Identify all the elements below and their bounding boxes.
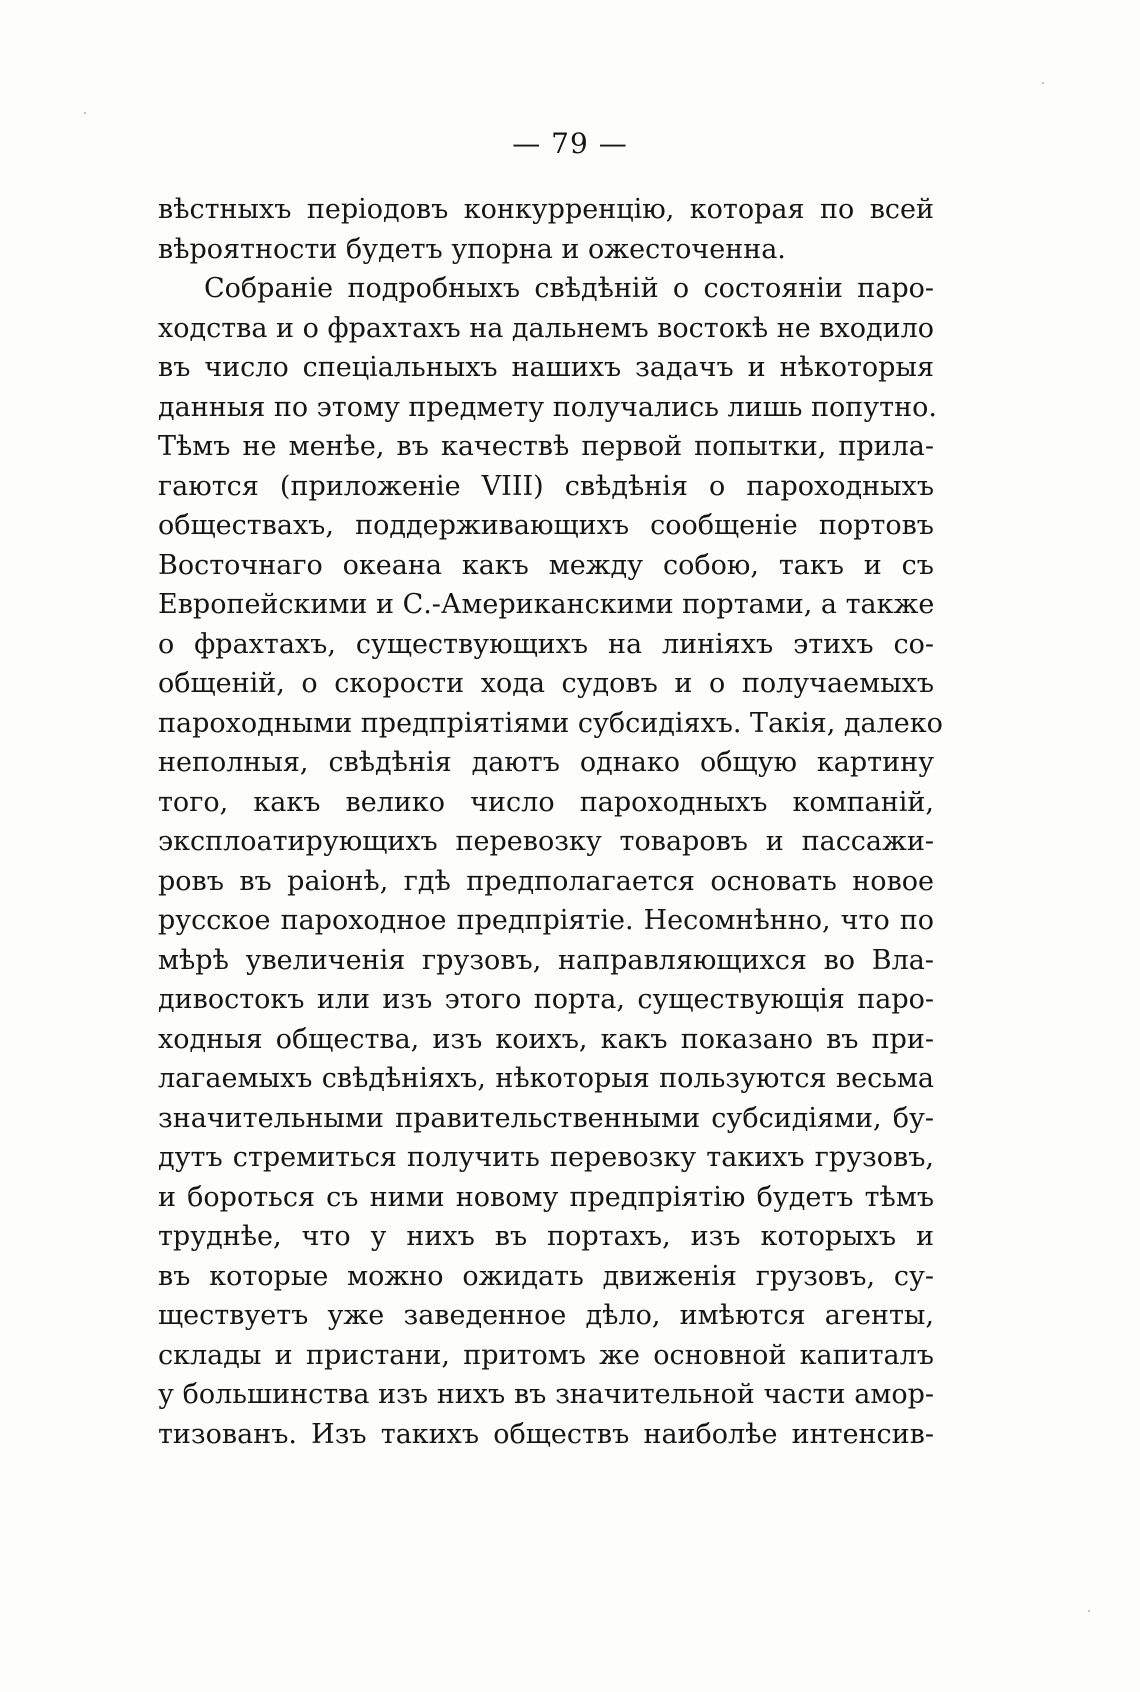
text-line: Тѣмъ не менѣе, въ качествѣ первой попытки, прила- xyxy=(158,431,934,462)
text-line: Европейскими и С.-Американскими портами, а также xyxy=(158,589,935,620)
text-line: труднѣе, что у нихъ въ портахъ, изъ которыхъ и xyxy=(158,1221,934,1252)
text-line: дутъ стремиться получить перевозку такихъ грузовъ, xyxy=(158,1142,934,1173)
text-line: дивостокъ или изъ этого порта, существующія паро- xyxy=(158,984,934,1015)
text-line: лагаемыхъ свѣдѣніяхъ, нѣкоторыя пользуются весьма xyxy=(158,1063,934,1094)
text-line: ществуетъ уже заведенное дѣло, имѣются агенты, xyxy=(158,1300,934,1331)
text-line: гаются (приложеніе VIII) свѣдѣнія о пароходныхъ xyxy=(158,470,934,502)
text-line: о фрахтахъ, существующихъ на линіяхъ этихъ со- xyxy=(158,628,934,660)
text-line: русское пароходное предпріятіе. Несомнѣнно, что по xyxy=(158,905,934,936)
paper-speck xyxy=(84,112,86,114)
text-line: Собраніе подробныхъ свѣдѣній о состояніи паро- xyxy=(204,273,934,304)
text-line: ходныя общества, изъ коихъ, какъ показано въ при- xyxy=(158,1023,934,1055)
text-line: ровъ въ раіонѣ, гдѣ предполагается основать новое xyxy=(158,865,934,897)
text-line: ходства и о фрахтахъ на дальнемъ востокѣ не входило xyxy=(158,312,934,344)
text-line: эксплоатирующихъ перевозку товаровъ и пассажи- xyxy=(158,826,934,857)
text-line: мѣрѣ увеличенія грузовъ, направляющихся во Вла- xyxy=(158,944,934,976)
body-text xyxy=(158,190,943,1454)
text-line: пароходными предпріятіями субсидіяхъ. Такія, далеко xyxy=(158,707,943,739)
paper-speck xyxy=(1088,1610,1090,1612)
page-number: — 79 — xyxy=(512,127,628,160)
text-line: значительными правительственными субсидіями, бу- xyxy=(158,1102,934,1134)
text-line: склады и пристани, притомъ же основной капиталъ xyxy=(158,1339,934,1371)
text-line: Восточнаго океана какъ между собою, такъ и съ xyxy=(158,549,934,581)
text-line: въ которые можно ожидать движенія грузовъ, су- xyxy=(158,1260,934,1292)
text-line: данныя по этому предмету получались лишь попутно. xyxy=(158,391,937,423)
text-line: обществахъ, поддерживающихъ сообщеніе портовъ xyxy=(158,510,934,541)
text-line: вѣстныхъ періодовъ конкурренцію, которая по всей xyxy=(158,194,934,225)
paper-speck xyxy=(1042,82,1044,84)
text-line: и бороться съ ними новому предпріятію будетъ тѣмъ xyxy=(158,1181,934,1213)
text-line: неполныя, свѣдѣнія даютъ однако общую картину xyxy=(158,747,934,778)
text-line: у большинства изъ нихъ въ значительной части амор- xyxy=(158,1379,934,1410)
text-line: того, какъ велико число пароходныхъ компаній, xyxy=(158,786,934,818)
text-line: въ число спеціальныхъ нашихъ задачъ и нѣкоторыя xyxy=(158,352,934,383)
text-line: общеній, о скорости хода судовъ и о получаемыхъ xyxy=(158,668,934,699)
text-line: вѣроятности будетъ упорна и ожесточенна. xyxy=(158,233,786,265)
text-line: тизованъ. Изъ такихъ обществъ наиболѣе интенсив- xyxy=(158,1418,934,1450)
